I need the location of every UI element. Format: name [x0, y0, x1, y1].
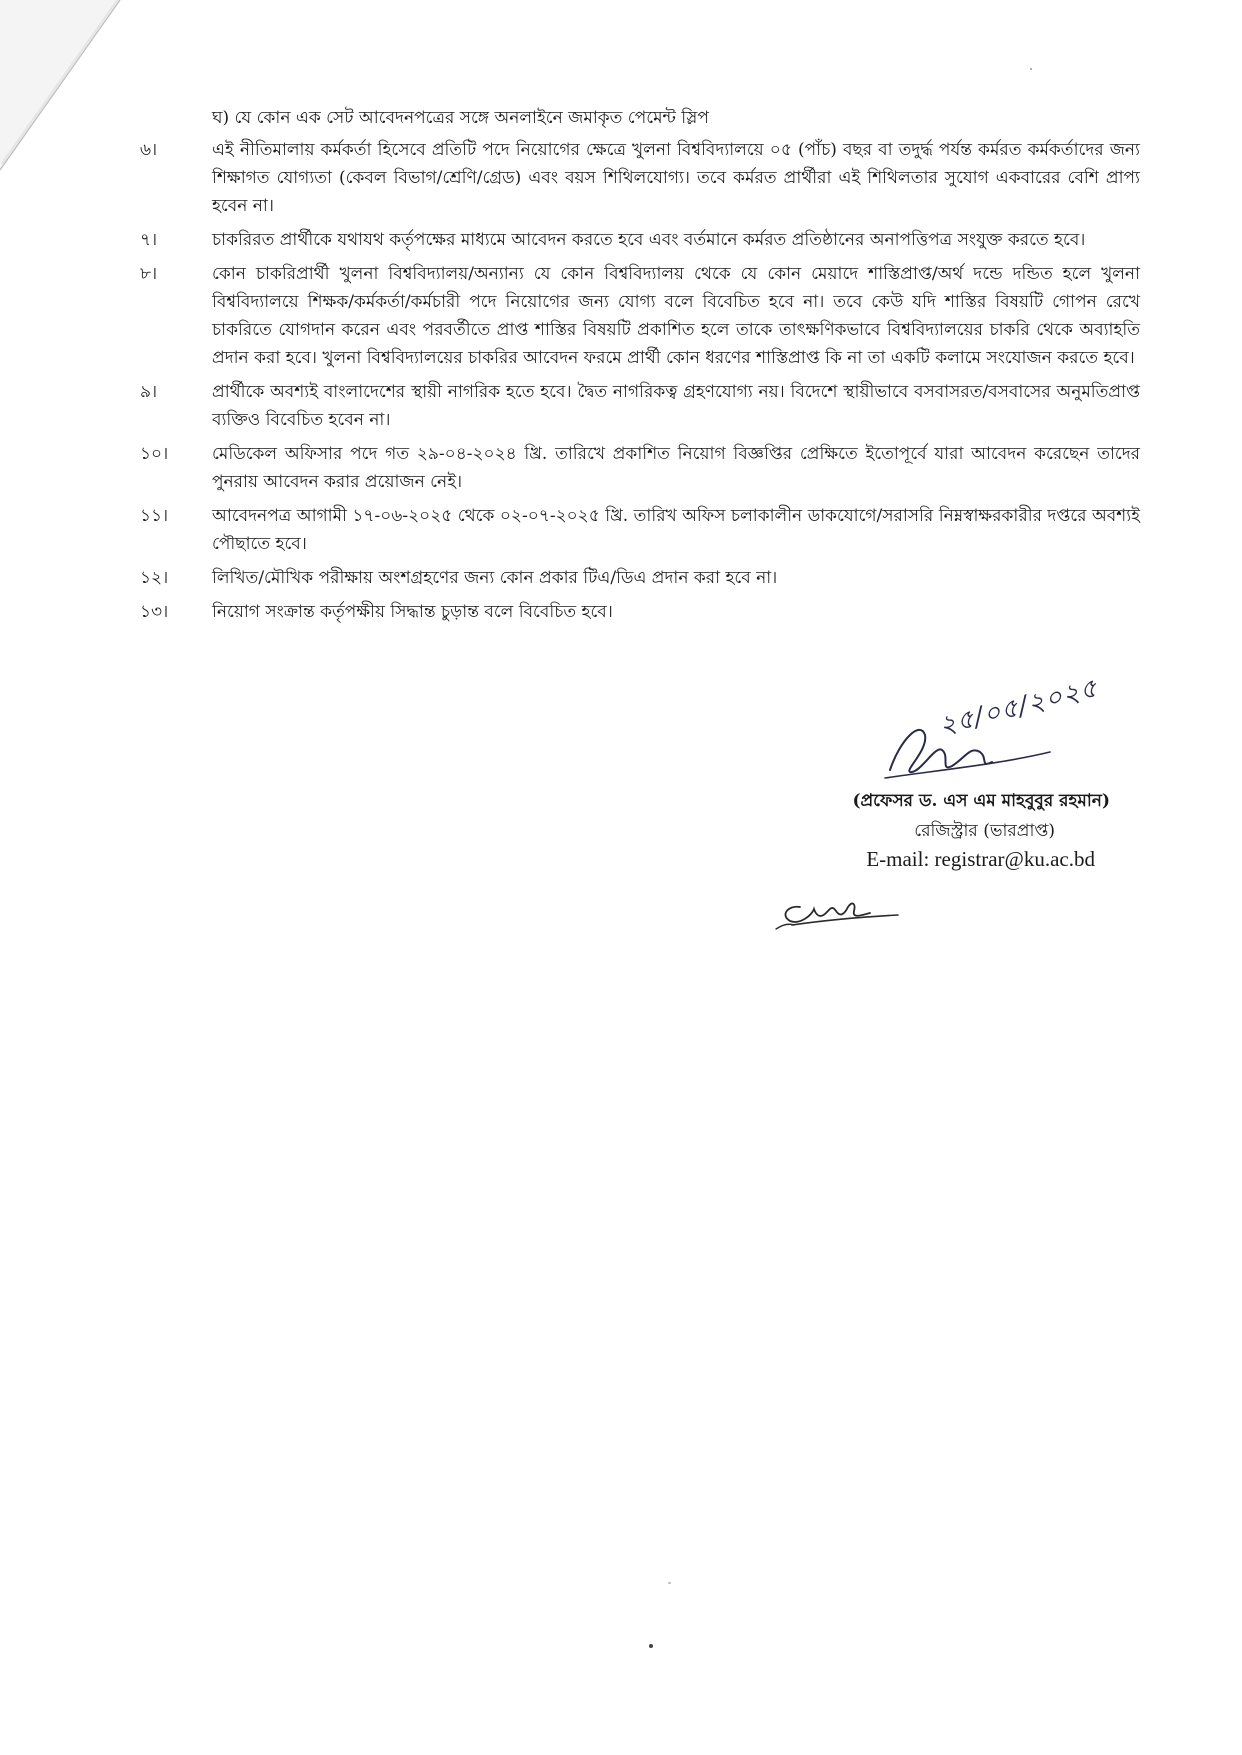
- list-item: [140, 378, 1140, 434]
- item-number: ১২।: [140, 568, 169, 588]
- list-item: [140, 502, 1140, 558]
- item-number: ১১।: [140, 506, 169, 526]
- list-item: [140, 564, 1140, 592]
- list-item: [140, 136, 1140, 220]
- item-text: এই নীতিমালায় কর্মকর্তা হিসেবে প্রতিটি পদে নিয়োগের ক্ষেত্রে খুলনা বিশ্ববিদ্যালয়ে ০৫ (পাঁচ) বছর বা তদুর্দ্ধ পর্যন্ত কর্মরত কর্মকর্তাদের জন্য শিক্ষাগত যোগ্যতা (কেবল বিভাগ/শ্রেণি/গ্রেড) এবং বয়স শিথিলযোগ্য। তবে কর্মরত প্রার্থীরা এই শিথিলতার সুযোগ একবারের বেশি প্রাপ্য হবেন না।: [212, 140, 1140, 216]
- sub-item-text: ঘ) যে কোন এক সেট আবেদনপত্রের সঙ্গে অনলাইনে জমাকৃত পেমেন্ট স্লিপ: [212, 108, 709, 128]
- registrar-title: রেজিস্ট্রার (ভারপ্রাপ্ত): [914, 821, 1055, 841]
- sub-item-gha: [140, 104, 1140, 132]
- item-number: ৭।: [140, 230, 158, 250]
- item-number: ১৩।: [140, 602, 169, 622]
- item-number: ৮।: [140, 264, 158, 284]
- item-text: প্রার্থীকে অবশ্যই বাংলাদেশের স্থায়ী নাগরিক হতে হবে। দ্বৈত নাগরিকত্ব গ্রহণযোগ্য নয়। বিদেশে স্থায়ীভাবে বসবাসরত/বসবাসের অনুমতিপ্রাপ্ত ব্যক্তিও বিবেচিত হবেন না।: [212, 382, 1140, 430]
- scan-speck: [668, 1582, 671, 1584]
- scan-speck: [1030, 68, 1032, 70]
- item-text: মেডিকেল অফিসার পদে গত ২৯-০৪-২০২৪ খ্রি. তারিখে প্রকাশিত নিয়োগ বিজ্ঞপ্তির প্রেক্ষিতে ইতোপূর্বে যারা আবেদন করেছেন তাদের পুনরায় আবেদন করার প্রয়োজন নেই।: [212, 444, 1140, 492]
- initials-signature-icon: [770, 885, 900, 935]
- item-text: কোন চাকরিপ্রার্থী খুলনা বিশ্ববিদ্যালয়/অন্যান্য যে কোন বিশ্ববিদ্যালয় থেকে যে কোন মেয়াদে শাস্তিপ্রাপ্ত/অর্থ দন্ডে দন্ডিত হলে খুলনা বিশ্ববিদ্যালয়ে শিক্ষক/কর্মকর্তা/কর্মচারী পদে নিয়োগের জন্য যোগ্য বলে বিবেচিত হবে না। তবে কেউ যদি শাস্তির বিষয়টি গোপন রেখে চাকরিতে যোগদান করেন এবং পরবর্তীতে প্রাপ্ত শাস্তির বিষয়টি প্রকাশিত হলে তাকে তাৎক্ষণিকভাবে বিশ্ববিদ্যালয়ের চাকরি থেকে অব্যাহতি প্রদান করা হবে। খুলনা বিশ্ববিদ্যালয়ের চাকরির আবেদন ফরমে প্রার্থী কোন ধরণের শাস্তিপ্রাপ্ত কি না তা একটি কলামে সংযোজন করতে হবে।: [212, 264, 1140, 368]
- item-number: ৬।: [140, 140, 158, 160]
- item-text: আবেদনপত্র আগামী ১৭-০৬-২০২৫ থেকে ০২-০৭-২০২৫ খ্রি. তারিখ অফিস চলাকালীন ডাকযোগে/সরাসরি নিম্নস্বাক্ষরকারীর দপ্তরে অবশ্যই পৌছাতে হবে।: [212, 506, 1140, 554]
- registrar-email: E-mail: registrar@ku.ac.bd: [866, 847, 1095, 871]
- list-item: [140, 226, 1140, 254]
- list-item: [140, 260, 1140, 372]
- registrar-name: (প্রফেসর ড. এস এম মাহবুবুর রহমান): [852, 791, 1110, 811]
- item-number: ৯।: [140, 382, 158, 402]
- list-item: [140, 440, 1140, 496]
- page-corner-fold: [0, 0, 140, 180]
- list-item: [140, 598, 1140, 626]
- item-text: নিয়োগ সংক্রান্ত কর্তৃপক্ষীয় সিদ্ধান্ত চুড়ান্ত বলে বিবেচিত হবে।: [212, 602, 613, 622]
- signature-date: ২৫/০৫/২০২৫: [936, 673, 1102, 742]
- notice-body: [140, 104, 1140, 632]
- item-text: লিখিত/মৌখিক পরীক্ষায় অংশগ্রহণের জন্য কোন প্রকার টিএ/ডিএ প্রদান করা হবে না।: [212, 568, 778, 588]
- item-text: চাকরিরত প্রার্থীকে যথাযথ কর্তৃপক্ষের মাধ্যমে আবেদন করতে হবে এবং বর্তমানে কর্মরত প্রতিষ্ঠানের অনাপত্তিপত্র সংযুক্ত করতে হবে।: [212, 230, 1086, 250]
- item-number: ১০।: [140, 444, 169, 464]
- scan-speck: [649, 1644, 653, 1648]
